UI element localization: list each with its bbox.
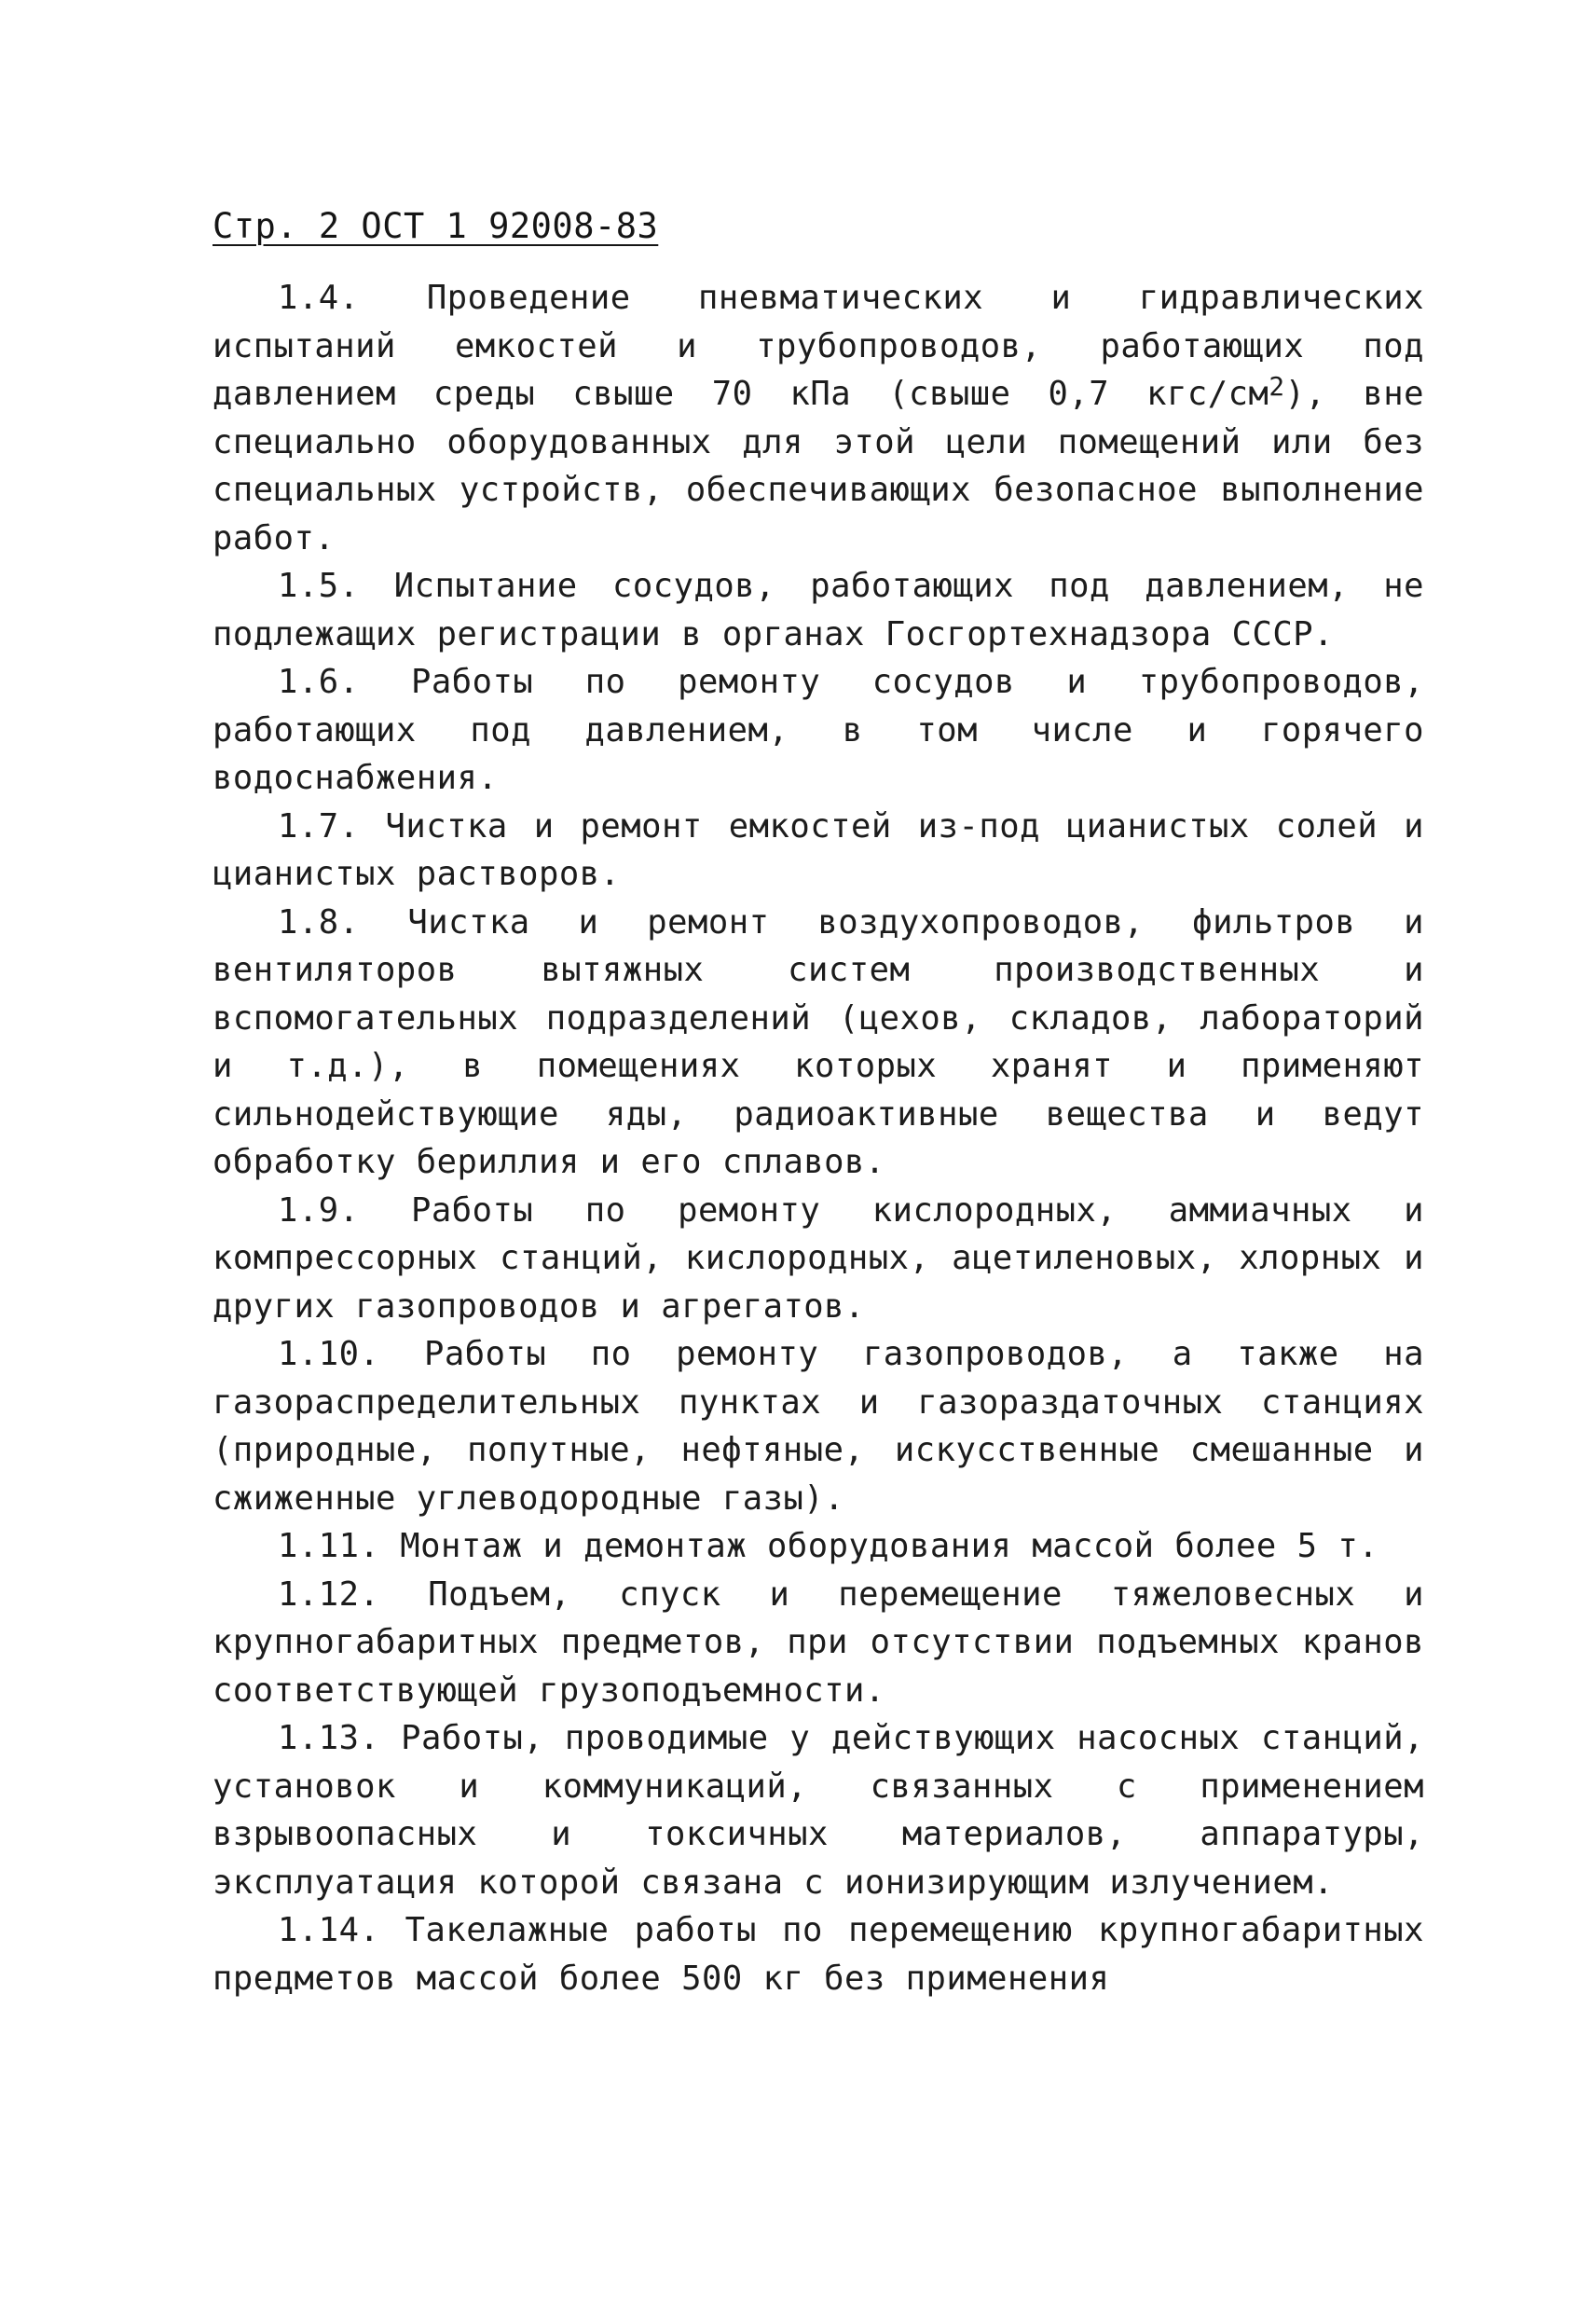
paragraph-1-12: 1.12. Подъем, спуск и перемещение тяжеловесных и крупногабаритных предметов, при отсутствии подъемных кранов соответствующей грузоподъемности. (213, 1575, 1424, 1710)
paragraph-1-9: 1.9. Работы по ремонту кислородных, аммиачных и компрессорных станций, кислородных, ацетиленовых, хлорных и других газопроводов и агрегатов. (213, 1190, 1424, 1326)
paragraph-text: 1.4. Проведение пневматических и гидравлических испытаний емкостей и трубопроводов, работающих под давлением среды свыше 70 кПа (свыше 0,7 кгс/см (213, 279, 1424, 413)
paragraph-1-7: 1.7. Чистка и ремонт емкостей из-под цианистых солей и цианистых растворов. (213, 806, 1424, 893)
paragraph-1-10: 1.10. Работы по ремонту газопроводов, а также на газораспределительных пунктах и газораздаточных станциях (природные, попутные, нефтяные, искусственные смешанные и сжиженные углеводородные газы). (213, 1335, 1424, 1518)
paragraph-1-6: 1.6. Работы по ремонту сосудов и трубопроводов, работающих под давлением, в том числе и горячего водоснабжения. (213, 663, 1424, 797)
superscript: 2 (1269, 371, 1285, 403)
paragraph-1-5: 1.5. Испытание сосудов, работающих под давлением, не подлежащих регистрации в органах Госгортехнадзора СССР. (213, 567, 1424, 653)
paragraph-1-13: 1.13. Работы, проводимые у действующих насосных станций, установок и коммуникаций, связанных с применением взрывоопасных и токсичных материалов, аппаратуры, эксплуатация которой связана с ионизирующим излучением. (213, 1719, 1424, 1902)
paragraph-1-4 (213, 274, 1424, 562)
paragraph-text-tail: ), вне специально оборудованных для этой цели помещений или без специальных устройств, обеспечивающих безопасное выполнение работ. (213, 375, 1424, 557)
paragraph-1-14: 1.14. Такелажные работы по перемещению крупногабаритных предметов массой более 500 кг без применения (213, 1911, 1424, 1998)
document-body (213, 274, 1424, 2002)
paragraph-1-11: 1.11. Монтаж и демонтаж оборудования массой более 5 т. (278, 1527, 1379, 1565)
paragraph-1-8: 1.8. Чистка и ремонт воздухопроводов, фильтров и вентиляторов вытяжных систем производственных и вспомогательных подразделений (цехов, складов, лабораторий и т.д.), в помещениях которых хранят и применяют сильнодействующие яды, радиоактивные вещества и ведут обработку бериллия и его сплавов. (213, 902, 1424, 1181)
page-header: Стр. 2 ОСТ 1 92008-83 (213, 206, 659, 246)
